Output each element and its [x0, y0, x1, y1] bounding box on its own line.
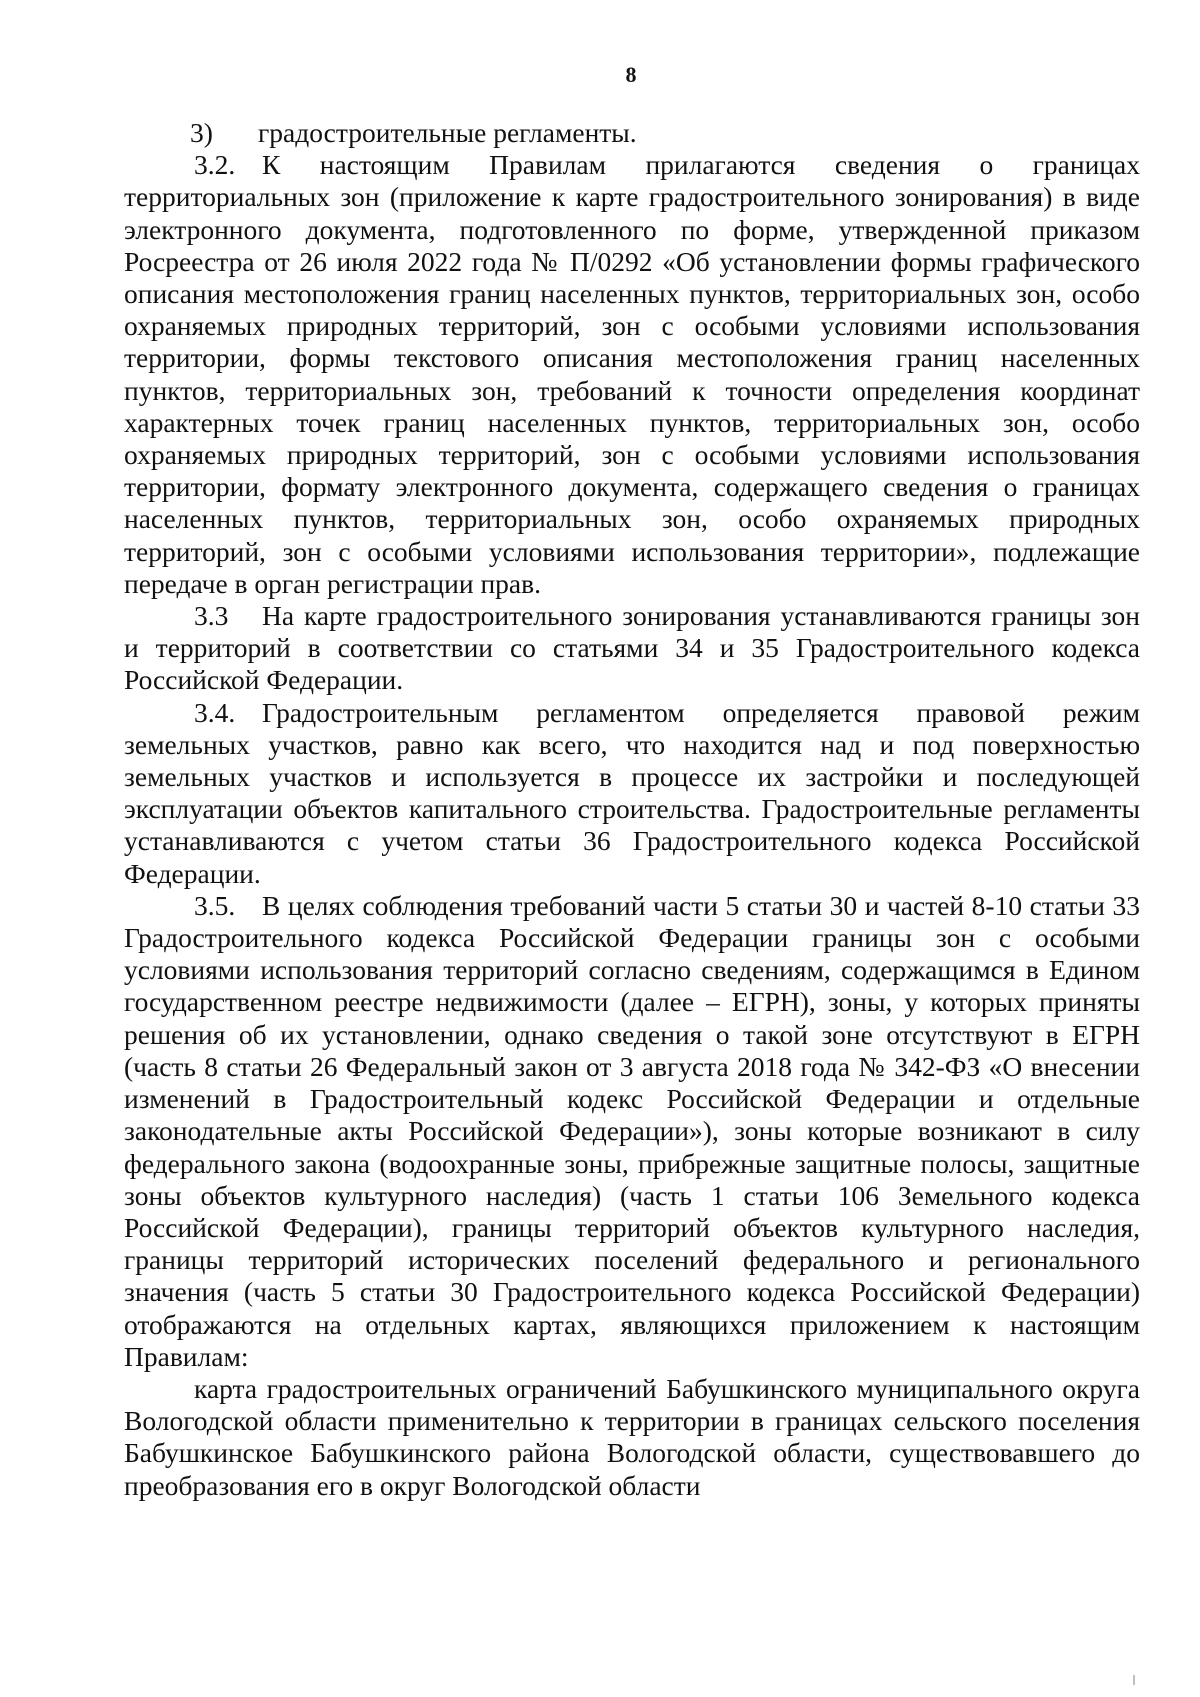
paragraph-number: 3)	[190, 117, 213, 148]
paragraph-3-4	[124, 697, 1140, 890]
paragraph-number: 3.4.	[194, 696, 236, 728]
paragraph-number: 3.2.	[194, 149, 236, 181]
document-body	[124, 117, 1140, 1502]
paragraph-3-5	[124, 890, 1140, 1373]
page-number: 8	[625, 62, 637, 87]
paragraph-text: градостроительные регламенты.	[258, 117, 637, 148]
paragraph-text: К настоящим Правилам прилагаются сведения о границах территориальных зон (приложение к карте градостроительного зонирования) в виде электронного документа, подготовленного по форме, утвержденной приказом Росреестра от 26 июля 2022 года № П/0292 «Об установлении формы графического описания местоположения границ населенных пунктов, территориальных зон, особо охраняемых природных территорий, зон с особыми условиями использования территории, формы текстового описания местоположения границ населенных пунктов, территориальных зон, требований к точности определения координат характерных точек границ населенных пунктов, территориальных зон, особо охраняемых природных территорий, зон с особыми условиями использования территории, формату электронного документа, содержащего сведения о границах населенных пунктов, территориальных зон, особо охраняемых природных территорий, зон с особыми условиями использования территории», подлежащие передаче в орган регистрации прав.	[124, 149, 1140, 599]
paragraph-text: Градостроительным регламентом определяется правовой режим земельных участков, равно как всего, что находится над и под поверхностью земельных участков и используется в процессе их застройки и последующей эксплуатации объектов капитального строительства. Градостроительные регламенты устанавливаются с учетом статьи 36 Градостроительного кодекса Российской Федерации.	[124, 696, 1140, 889]
paragraph-3-3	[124, 600, 1140, 697]
scan-artifact-mark	[1133, 1675, 1135, 1685]
paragraph-number: 3.3	[194, 600, 229, 632]
paragraph-3-2	[124, 149, 1140, 600]
paragraph-text: На карте градостроительного зонирования устанавливаются границы зон и территорий в соответствии со статьями 34 и 35 Градостроительного кодекса Российской Федерации.	[124, 600, 1140, 696]
paragraph-item-3	[124, 117, 1140, 149]
paragraph-number: 3.5.	[194, 889, 236, 921]
paragraph-text: В целях соблюдения требований части 5 статьи 30 и частей 8-10 статьи 33 Градостроительного кодекса Российской Федерации границы зон с особыми условиями использования территорий согласно сведениям, содержащимся в Едином государственном реестре недвижимости (далее – ЕГРН), зоны, у которых приняты решения об их установлении, однако сведения о такой зоне отсутствуют в ЕГРН (часть 8 статьи 26 Федеральный закон от 3 августа 2018 года № 342-ФЗ «О внесении изменений в Градостроительный кодекс Российской Федерации и отдельные законодательные акты Российской Федерации»), зоны которые возникают в силу федерального закона (водоохранные зоны, прибрежные защитные полосы, защитные зоны объектов культурного наследия) (часть 1 статьи 106 Земельного кодекса Российской Федерации), границы территорий объектов культурного наследия, границы территорий исторических поселений федерального и регионального значения (часть 5 статьи 30 Градостроительного кодекса Российской Федерации) отображаются на отдельных картах, являющихся приложением к настоящим Правилам:	[124, 889, 1140, 1372]
paragraph-map-list-item	[124, 1373, 1140, 1502]
paragraph-text: карта градостроительных ограничений Бабушкинского муниципального округа Вологодской области применительно к территории в границах сельского поселения Бабушкинское Бабушкинского района Вологодской области, существовавшего до преобразования его в округ Вологодской области	[124, 1372, 1140, 1501]
